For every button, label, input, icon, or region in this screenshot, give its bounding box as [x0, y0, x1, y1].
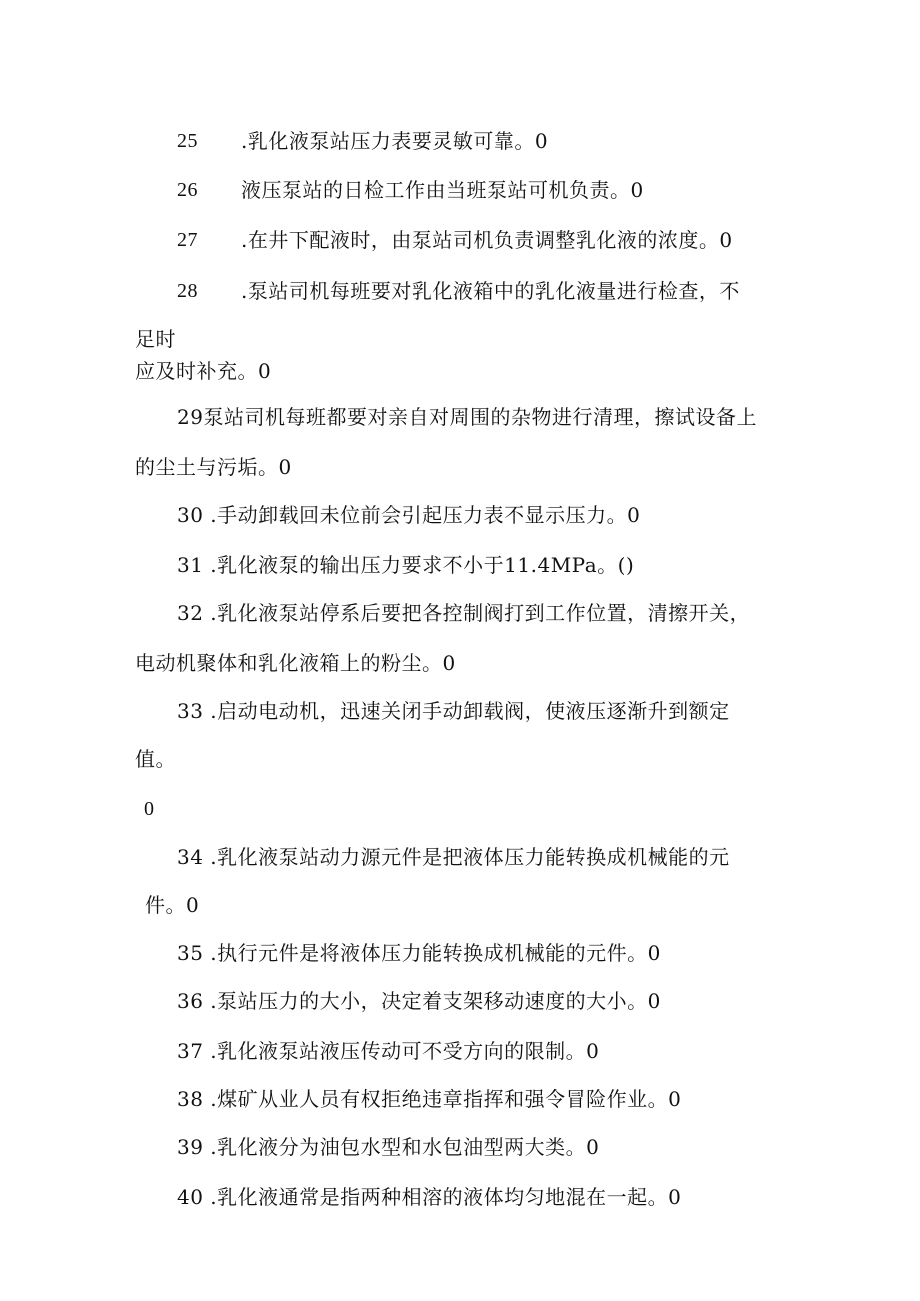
item-29-text: 29泵站司机每班都要对亲自对周围的杂物进行清理，擦试设备上	[177, 405, 757, 429]
item-31-text: 31 .乳化液泵的输出压力要求不小于11.4MPa。()	[177, 553, 635, 577]
item-26-number: 26	[177, 179, 198, 201]
item-39-text: 39 .乳化液分为油包水型和水包油型两大类。0	[177, 1135, 600, 1159]
item-34-continuation: 件。0	[145, 893, 200, 917]
item-33-continuation-2: 0	[144, 798, 155, 820]
item-33-text: 33 .启动电动机，迅速关闭手动卸载阀，使液压逐渐升到额定	[177, 699, 730, 723]
item-38-text: 38 .煤矿从业人员有权拒绝违章指挥和强令冒险作业。0	[177, 1087, 682, 1111]
item-28-text: .泵站司机每班要对乳化液箱中的乳化液量进行检查，不	[241, 279, 740, 303]
item-40-text: 40 .乳化液通常是指两种相溶的液体均匀地混在一起。0	[177, 1185, 682, 1209]
item-35-text: 35 .执行元件是将液体压力能转换成机械能的元件。0	[177, 941, 661, 965]
item-32-text: 32 .乳化液泵站停系后要把各控制阀打到工作位置，清擦开关，	[177, 601, 751, 625]
item-28-continuation-1: 足时	[135, 327, 176, 351]
item-30-text: 30 .手动卸载回未位前会引起压力表不显示压力。0	[177, 503, 641, 527]
item-36-text: 36 .泵站压力的大小，决定着支架移动速度的大小。0	[177, 989, 661, 1013]
item-37-text: 37 .乳化液泵站液压传动可不受方向的限制。0	[177, 1039, 600, 1063]
item-28-number: 28	[177, 280, 198, 302]
item-25-text: .乳化液泵站压力表要灵敏可靠。0	[241, 129, 549, 153]
item-33-continuation-1: 值。	[135, 747, 176, 771]
item-25-number: 25	[177, 130, 198, 152]
item-26-text: 液压泵站的日检工作由当班泵站可机负责。0	[241, 178, 644, 202]
item-28-continuation-2: 应及时补充。0	[135, 359, 272, 383]
item-32-continuation: 电动机聚体和乳化液箱上的粉尘。0	[135, 651, 456, 675]
item-27-number: 27	[177, 229, 198, 251]
item-29-continuation: 的尘土与污垢。0	[135, 455, 292, 479]
item-34-text: 34 .乳化液泵站动力源元件是把液体压力能转换成机械能的元	[177, 845, 730, 869]
item-27-text: .在井下配液时，由泵站司机负责调整乳化液的浓度。0	[241, 228, 733, 252]
